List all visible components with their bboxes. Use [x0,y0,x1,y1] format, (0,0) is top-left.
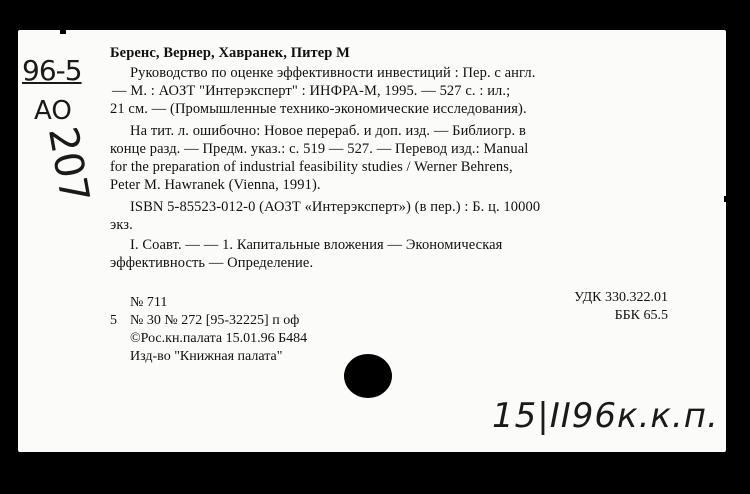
handwritten-call-number-top: 96-5 [22,54,82,87]
imprint-registry: № 30 № 272 [95-32225] п оф [130,313,300,328]
imprint-number: № 711 [130,295,168,310]
entry-line: I. Соавт. — — 1. Капитальные вложения — Экономическая [130,237,503,253]
entry-line: На тит. л. ошибочно: Новое перераб. и доп. изд. — Библиогр. в [130,123,526,139]
entry-line: экз. [110,217,133,233]
entry-heading: Беренс, Вернер, Хавранек, Питер М [110,45,350,61]
entry-line: Peter M. Hawranek (Vienna, 1991). [110,177,321,193]
handwritten-received-note: 15|II96к.к.п. [492,396,719,436]
imprint-publisher: Изд-во "Книжная палата" [130,349,283,364]
punch-hole [344,354,392,398]
entry-line: for the preparation of industrial feasibility studies / Werner Behrens, [110,159,513,175]
entry-line: — М. : АОЗТ "Интерэксперт" : ИНФРА-М, 1995. — 527 с. : ил.; [112,83,511,99]
imprint-copyright: ©Рос.кн.палата 15.01.96 Б484 [130,331,308,346]
entry-line: эффективность — Определение. [110,255,314,271]
bbk-code: ББК 65.5 [614,308,668,323]
entry-line: Руководство по оценке эффективности инвестиций : Пер. с англ. [130,65,536,81]
scan-speck [30,452,33,456]
entry-line: конце разд. — Предм. указ.: с. 519 — 527. — Перевод изд.: Manual [110,141,529,157]
handwritten-call-number-bottom: AO [34,96,72,126]
scan-speck [724,196,728,202]
udk-code: УДК 330.322.01 [574,290,668,305]
imprint-copy-prefix: 5 [110,313,117,328]
scan-speck [60,28,66,34]
handwritten-side-mark: 207 [38,123,98,207]
scan-speck [700,6,710,16]
entry-line: 21 см. — (Промышленные технико-экономические исследования). [110,101,527,117]
entry-line: ISBN 5-85523-012-0 (АОЗТ «Интерэксперт») (в пер.) : Б. ц. 10000 [130,199,541,215]
